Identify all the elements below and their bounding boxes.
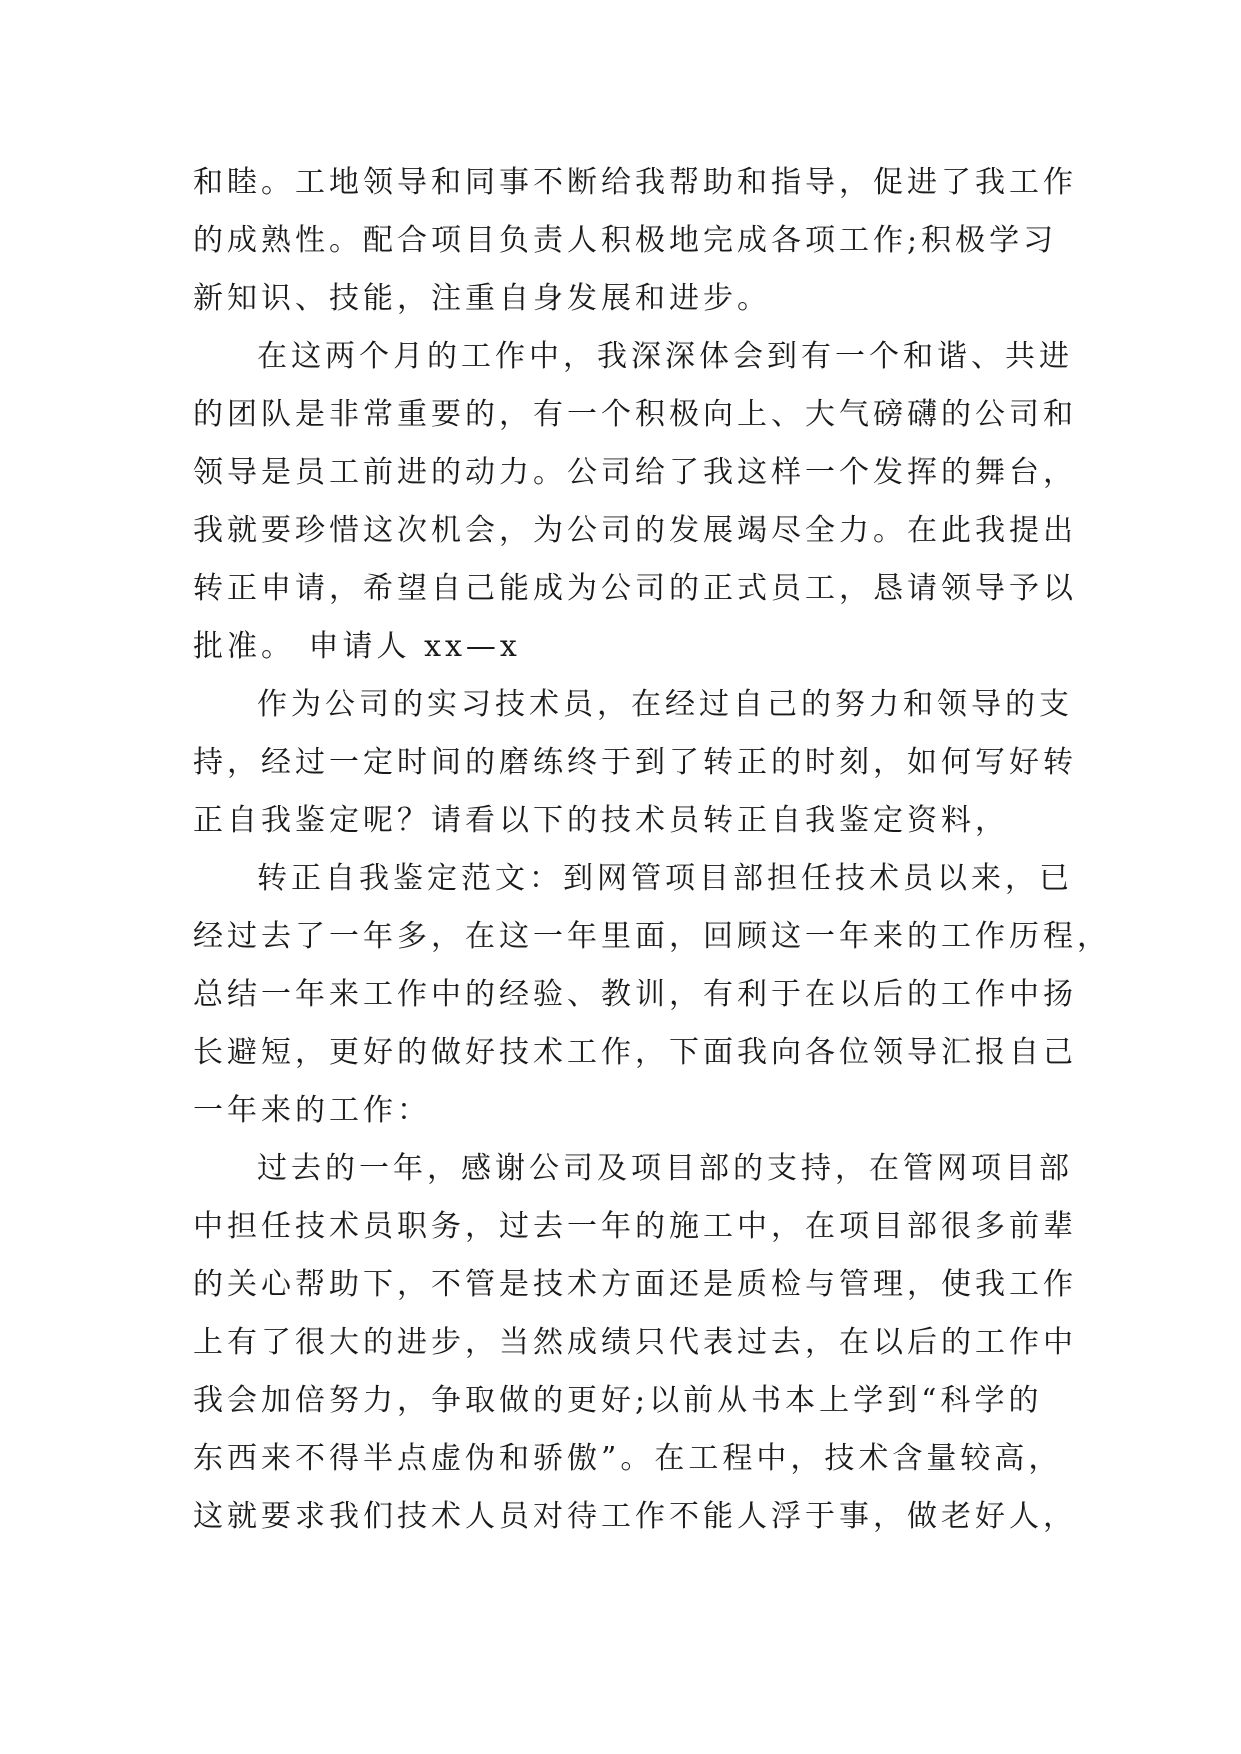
text-line: 的团队是非常重要的，有一个积极向上、大气磅礴的公司和 — [193, 397, 1077, 432]
text-line: 长避短，更好的做好技术工作，下面我向各位领导汇报自己 — [193, 1035, 1077, 1070]
paragraph-start-line: 作为公司的实习技术员，在经过自己的努力和领导的支 — [257, 687, 1073, 722]
text-line: 中担任技术员职务，过去一年的施工中，在项目部很多前辈 — [193, 1209, 1077, 1244]
text-line: 新知识、技能，注重自身发展和进步。 — [193, 281, 771, 316]
text-line: 正自我鉴定呢？请看以下的技术员转正自我鉴定资料， — [193, 803, 1009, 838]
text-line: 和睦。工地领导和同事不断给我帮助和指导，促进了我工作 — [193, 165, 1077, 200]
text-line: 持，经过一定时间的磨练终于到了转正的时刻，如何写好转 — [193, 745, 1077, 780]
text-line: 经过去了一年多，在这一年里面，回顾这一年来的工作历程， — [193, 919, 1111, 954]
text-line: 东西来不得半点虚伪和骄傲”。在工程中，技术含量较高， — [193, 1441, 1063, 1476]
text-line: 一年来的工作： — [193, 1093, 431, 1128]
document-body — [193, 154, 1111, 1546]
signature-line: 批准。 申请人 xx—x — [193, 629, 521, 664]
text-line: 领导是员工前进的动力。公司给了我这样一个发挥的舞台， — [193, 455, 1077, 490]
text-line: 的关心帮助下，不管是技术方面还是质检与管理，使我工作 — [193, 1267, 1077, 1302]
paragraph-start-line: 转正自我鉴定范文：到网管项目部担任技术员以来，已 — [257, 861, 1073, 896]
paragraph-start-line: 在这两个月的工作中，我深深体会到有一个和谐、共进 — [257, 339, 1073, 374]
text-line: 上有了很大的进步，当然成绩只代表过去，在以后的工作中 — [193, 1325, 1077, 1360]
text-line: 总结一年来工作中的经验、教训，有利于在以后的工作中扬 — [193, 977, 1077, 1012]
text-line: 的成熟性。配合项目负责人积极地完成各项工作;积极学习 — [193, 223, 1058, 258]
text-line: 我就要珍惜这次机会，为公司的发展竭尽全力。在此我提出 — [193, 513, 1077, 548]
text-line: 我会加倍努力，争取做的更好;以前从书本上学到“科学的 — [193, 1383, 1043, 1418]
text-line: 这就要求我们技术人员对待工作不能人浮于事，做老好人， — [193, 1499, 1077, 1534]
paragraph-start-line: 过去的一年，感谢公司及项目部的支持，在管网项目部 — [257, 1151, 1073, 1186]
text-line: 转正申请，希望自己能成为公司的正式员工，恳请领导予以 — [193, 571, 1077, 606]
